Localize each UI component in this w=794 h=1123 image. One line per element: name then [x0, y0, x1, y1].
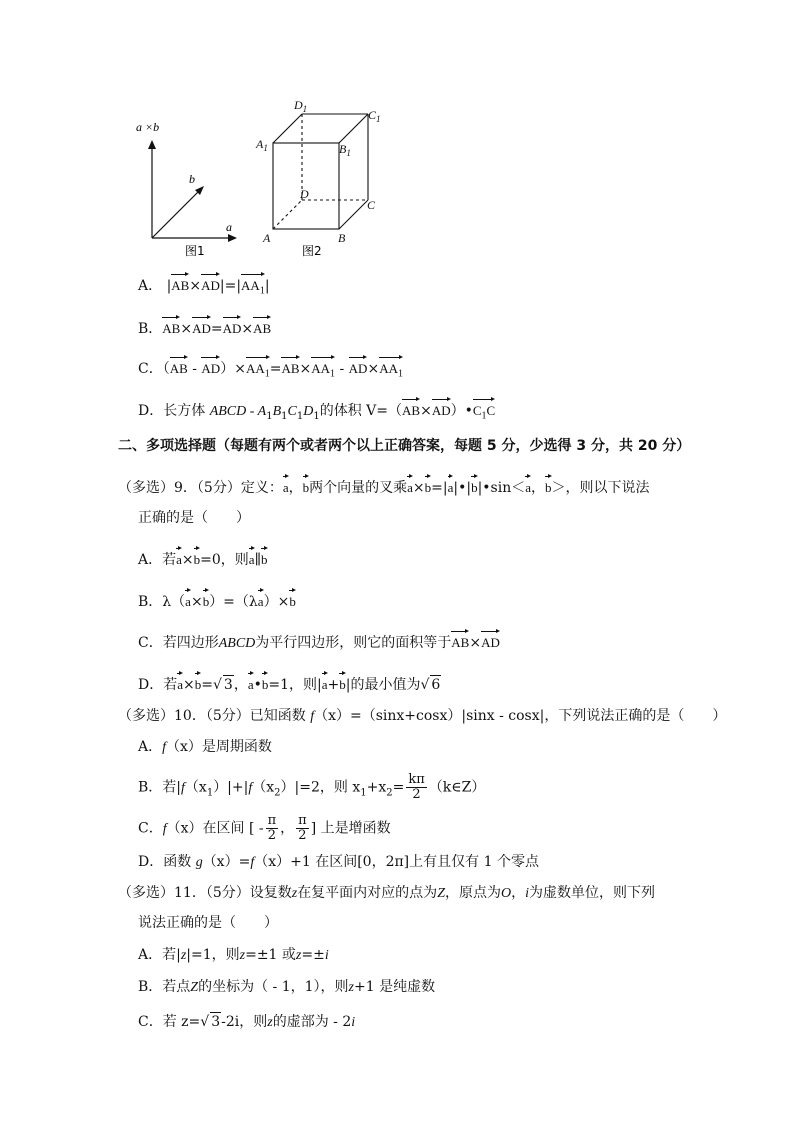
q10-option-c: C．f（x）在区间 [ - $\frac{\pi}{2}$ ， $\frac{\pi}{2}$ ] 上是增函数 [138, 813, 391, 843]
section-title: 二、多项选择题（每题有两个或者两个以上正确答案，每题 5 分，少选得 3 分，共 20 分） [118, 438, 691, 454]
q9-stem: （多选）9．（5分）定义：a，b两个向量的叉乘a×b=|a|•|b|•sin＜a，b＞，则以下说法 [118, 474, 650, 497]
vertex-D1: $D_1$ [294, 98, 308, 114]
label-b: b [189, 172, 195, 186]
q9-option-a: A．若a×b=0，则a∥b [138, 546, 268, 569]
label-a: a [226, 220, 232, 234]
vertex-B: B [338, 231, 346, 245]
q8-option-b: B．AB×AD=AD×AB [138, 315, 271, 338]
vertex-C: C [367, 198, 376, 212]
q10-option-d: D．函数 g（x）=f（x）+1 在区间[0，2π]上有且仅有 1 个零点 [138, 854, 539, 870]
figures [130, 95, 390, 265]
q9-option-b: B．λ（a×b）=（λa）×b [138, 588, 296, 611]
vertex-B1: $B_1$ [339, 142, 351, 158]
vertex-A: A [263, 231, 271, 245]
vertex-C1: $C_1$ [368, 108, 381, 124]
fig2-caption: 图2 [302, 244, 322, 258]
q11-option-a: A．若|z|=1，则z=±1 或z=±i [138, 947, 329, 963]
figure-2 [273, 114, 368, 229]
q10-option-a: A．f（x）是周期函数 [138, 739, 272, 755]
q10-stem: （多选）10．（5分）已知函数 f（x）=（sinx+cosx）|sinx - cosx|，下列说法正确的是（ ） [118, 708, 727, 724]
q11-stem: （多选）11．（5分）设复数z在复平面内对应的点为Z，原点为O，i为虚数单位，则下列 [118, 885, 655, 901]
q8-option-c: C．$(AB - AD)\times AA_1=AB\times AA_1 - AD\times AA_1$ [138, 355, 403, 384]
label-cross: a ×b [136, 120, 160, 134]
q11-option-b: B．若点Z的坐标为（ - 1，1），则z+1 是纯虚数 [138, 979, 436, 995]
q8-option-a: A． $|AB\times AD|=|AA_1|$ [138, 272, 270, 301]
vertex-A1: $A_1$ [256, 137, 268, 153]
fig1-caption: 图1 [185, 244, 205, 258]
q8-option-d: D．长方体 ABCD - $A_1B_1C_1D_1$的体积 $V=(AB\times AD)•C_1C$ [138, 397, 495, 426]
figure-1 [136, 120, 237, 258]
q11-option-c: C．若 z=√ 3-2i，则z的虚部为 - 2i [138, 1014, 356, 1030]
vertex-D: D [300, 187, 309, 201]
q11-stem-2: 说法正确的是（ ） [138, 915, 278, 931]
q10-option-b: B．若$|f(x_1)|+|f(x_2)|=2$，则 $x_1+x_2=$ $\frac{k\pi}{2}$ （k∈Z） [138, 772, 486, 802]
q9-option-d: D．若a×b=√ 3，a•b=1，则|a+b|的最小值为√ 6 [138, 671, 441, 694]
q9-stem-2: 正确的是（ ） [138, 510, 250, 526]
q9-option-c: C．若四边形ABCD为平行四边形，则它的面积等于AB×AD [138, 629, 500, 653]
